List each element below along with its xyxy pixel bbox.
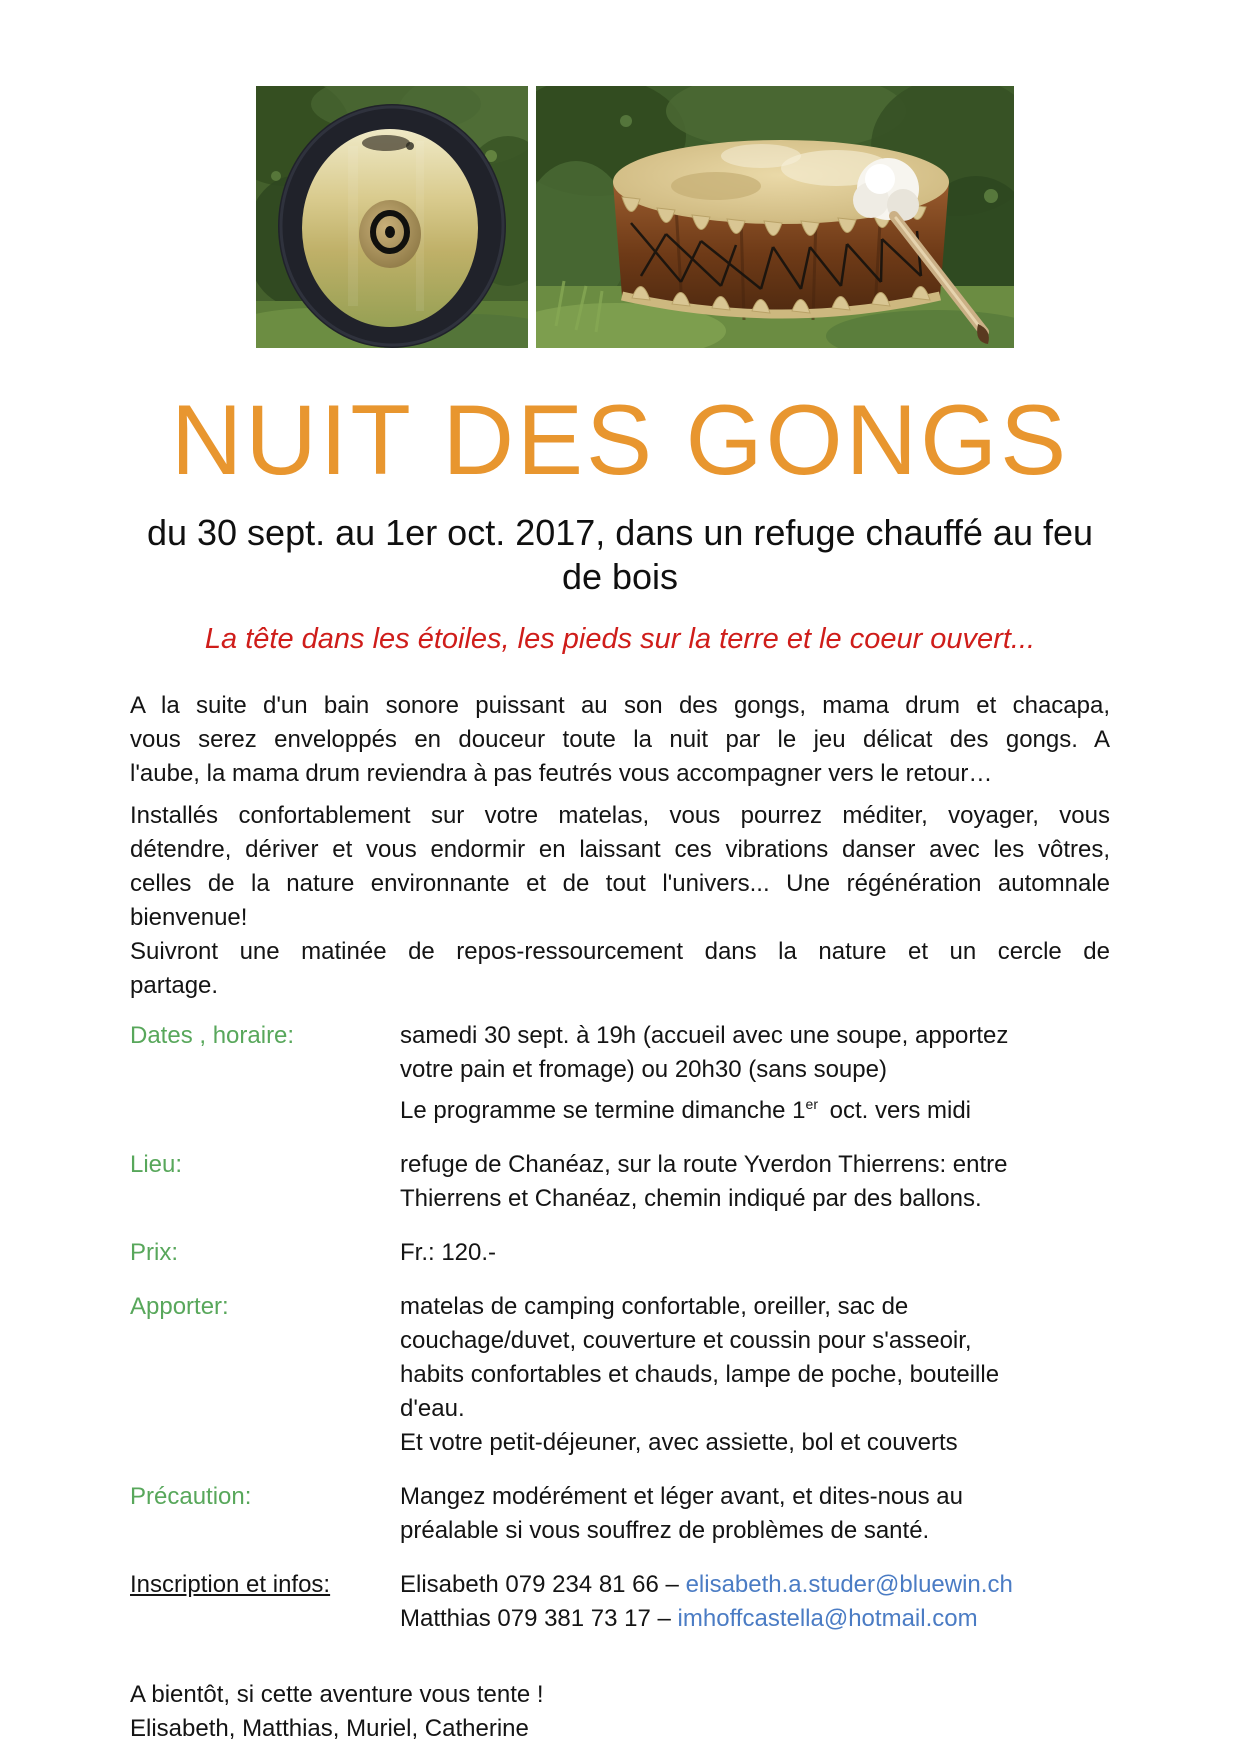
dates-label: Dates , horaire:	[130, 1022, 295, 1049]
intro-line: bienvenue!	[130, 904, 248, 931]
value-line: matelas de camping confortable, oreiller, sac de	[400, 1293, 909, 1320]
detail-row-inscription	[130, 1568, 1110, 1636]
details-section	[130, 1019, 1110, 1636]
value-line: Le programme se termine dimanche 1er oct. vers midi	[400, 1096, 972, 1124]
inscription-label: Inscription et infos:	[130, 1571, 331, 1598]
event-subtitle: du 30 sept. au 1er oct. 2017, dans un refuge chauffé au feu de bois	[146, 512, 1094, 597]
value-line: samedi 30 sept. à 19h (accueil avec une soupe, apportez	[400, 1022, 1009, 1049]
detail-row-dates	[130, 1019, 1110, 1128]
ordinal-superscript: er	[805, 1096, 818, 1112]
prix-value	[400, 1236, 1110, 1270]
intro-paragraph-2	[130, 799, 1110, 935]
value-line: couchage/duvet, couverture et coussin pour s'asseoir,	[400, 1327, 972, 1354]
value-line: votre pain et fromage) ou 20h30 (sans soupe)	[400, 1056, 887, 1083]
detail-row-lieu	[130, 1148, 1110, 1216]
dates-value	[400, 1019, 1110, 1128]
value-line: habits confortables et chauds, lampe de poche, bouteille	[400, 1361, 1000, 1388]
event-title: NUIT DES GONGS	[170, 384, 1070, 495]
lieu-value	[400, 1148, 1110, 1216]
intro-line: partage.	[130, 972, 219, 999]
value-line: d'eau.	[400, 1395, 465, 1422]
contact-line	[400, 1568, 1110, 1602]
contact-name-phone: Matthias 079 381 73 17 –	[400, 1605, 678, 1632]
closing-block	[130, 1678, 1110, 1746]
email-link-elisabeth[interactable]: elisabeth.a.studer@bluewin.ch	[685, 1571, 1013, 1598]
closing-line: A bientôt, si cette aventure vous tente !	[130, 1681, 544, 1708]
apporter-label: Apporter:	[130, 1293, 229, 1320]
intro-line: détendre, dériver et vous endormir en laissant ces vibrations danser avec les vôtres,	[130, 836, 1110, 863]
intro-line: Suivront une matinée de repos-ressourcement dans la nature et un cercle de	[130, 938, 1110, 965]
apporter-value	[400, 1290, 1110, 1460]
intro-paragraph-1	[130, 689, 1110, 791]
value-line: préalable si vous souffrez de problèmes de santé.	[400, 1517, 930, 1544]
lieu-label: Lieu:	[130, 1151, 183, 1178]
contact-line	[400, 1602, 1110, 1636]
intro-line: A la suite d'un bain sonore puissant au son des gongs, mama drum et chacapa,	[130, 692, 1110, 719]
precaution-value	[400, 1480, 1110, 1548]
value-line: Mangez modérément et léger avant, et dites-nous au	[400, 1483, 963, 1510]
value-line: Fr.: 120.-	[400, 1239, 497, 1266]
intro-line: Installés confortablement sur votre matelas, vous pourrez méditer, voyager, vous	[130, 802, 1110, 829]
detail-row-prix	[130, 1236, 1110, 1270]
email-link-matthias[interactable]: imhoffcastella@hotmail.com	[677, 1605, 978, 1632]
precaution-label: Précaution:	[130, 1483, 252, 1510]
prix-label: Prix:	[130, 1239, 178, 1266]
value-line: refuge de Chanéaz, sur la route Yverdon Thierrens: entre	[400, 1151, 1008, 1178]
contact-name-phone: Elisabeth 079 234 81 66 –	[400, 1571, 686, 1598]
closing-line: Elisabeth, Matthias, Muriel, Catherine	[130, 1715, 529, 1742]
event-tagline: La tête dans les étoiles, les pieds sur la terre et le coeur ouvert...	[204, 623, 1036, 655]
detail-row-apporter	[130, 1290, 1110, 1460]
value-line: Et votre petit-déjeuner, avec assiette, bol et couverts	[400, 1429, 958, 1456]
intro-line: l'aube, la mama drum reviendra à pas feutrés vous accompagner vers le retour…	[130, 760, 993, 787]
value-line: Thierrens et Chanéaz, chemin indiqué par des ballons.	[400, 1185, 982, 1212]
intro-line: celles de la nature environnante et de tout l'univers... Une régénération automnale	[130, 870, 1110, 897]
intro-paragraph-3	[130, 935, 1110, 1003]
detail-row-precaution	[130, 1480, 1110, 1548]
intro-line: vous serez enveloppés en douceur toute la nuit par le jeu délicat des gongs. A	[130, 726, 1110, 753]
flyer-content	[130, 0, 1110, 1746]
inscription-value	[400, 1568, 1110, 1636]
